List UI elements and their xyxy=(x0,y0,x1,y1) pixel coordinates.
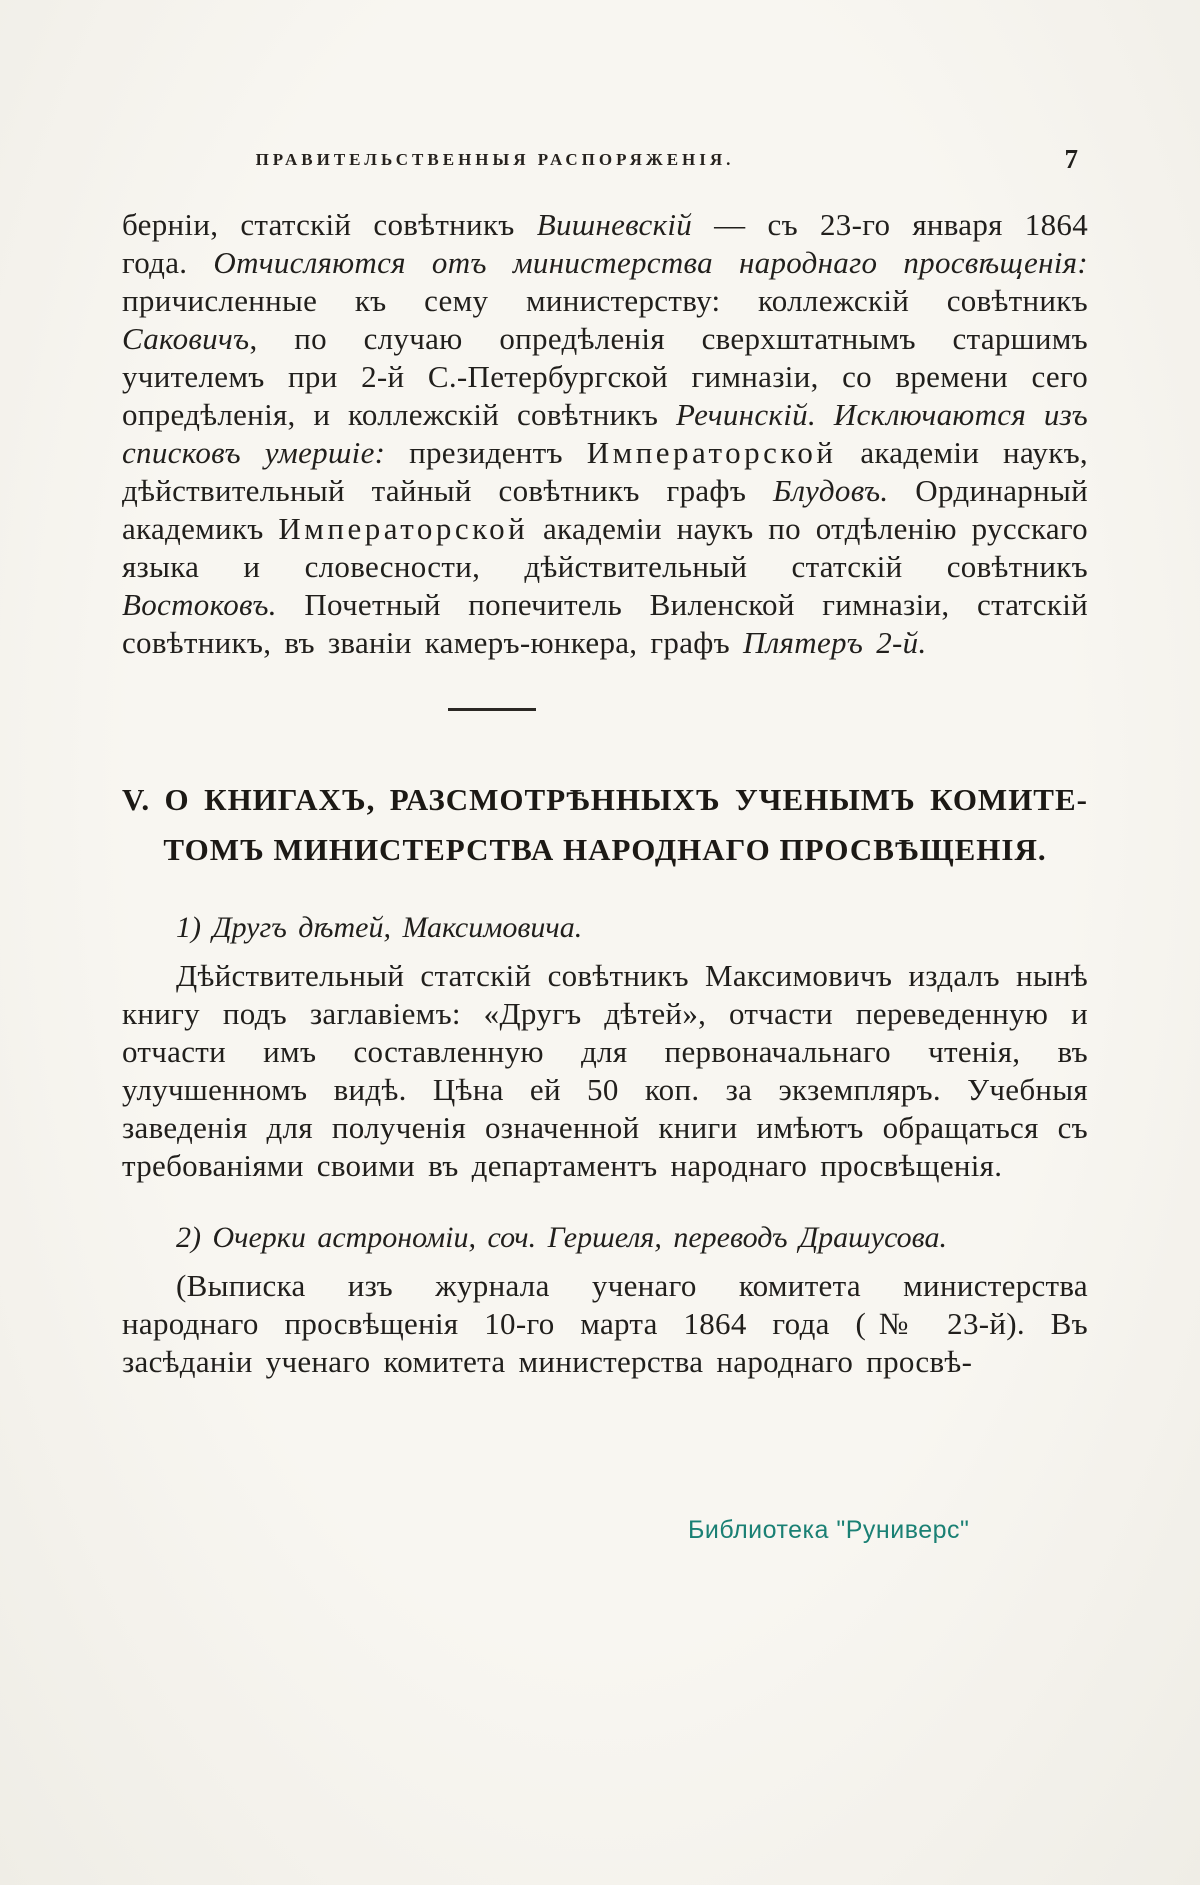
text-run: , по случаю опредѣленія сверхштатнымъ старшимъ учителемъ при 2-й С.-Петербургской гимназіи, со времени сего опредѣленія, и коллежскій совѣтникъ xyxy=(122,321,1088,432)
page-number: 7 xyxy=(1064,144,1078,174)
name-sakovich: Саковичъ xyxy=(122,321,250,356)
text-run: академіи наукъ, дѣйствительный тайный совѣтникъ графъ xyxy=(122,435,1088,508)
name-vishnevsky: Вишневскій xyxy=(536,207,693,242)
word-imperial-1: Императорской xyxy=(586,435,837,470)
section-heading xyxy=(122,775,1088,875)
name-vostokov: Востоковъ. xyxy=(122,587,277,622)
book-item-2-title: 2) Очерки астрономіи, соч. Гершеля, переводъ Драшусова. xyxy=(176,1221,947,1254)
book-item-1-title: 1) Другъ дѣтей, Максимовича. xyxy=(176,911,583,944)
text-run: Ординарный академикъ xyxy=(122,473,1088,546)
name-bludov: Блудовъ. xyxy=(772,473,889,508)
word-imperial-2: Императорской xyxy=(278,511,529,546)
book-item-2-extract: (Выписка изъ журнала ученаго комитета министерства народнаго просвѣщенія 10-го марта 1864 года (№ 23-й). Въ засѣданіи ученаго комитета министерства народнаго просвѣ- xyxy=(122,1268,1088,1379)
text-run: президентъ xyxy=(385,435,587,470)
library-watermark: Библиотека "Руниверс" xyxy=(688,1516,970,1544)
text-run xyxy=(816,397,834,432)
paragraph-appointments xyxy=(122,206,1088,662)
section-heading-line-1: V. О КНИГАХЪ, РАЗСМОТРѢННЫХЪ УЧЕНЫМЪ КОМИТЕ- xyxy=(122,782,1088,817)
text-run: — съ 23-го января 1864 года. xyxy=(122,207,1088,280)
name-plater: Плятеръ 2-й. xyxy=(743,625,927,660)
section-divider xyxy=(448,708,536,711)
text-run: причисленные къ сему министерству: коллежскій совѣтникъ xyxy=(122,283,1088,318)
text-run: академіи наукъ по отдѣленію русскаго языка и словесности, дѣйствительный статскій совѣтникъ xyxy=(122,511,1088,584)
section-heading-line-2: ТОМЪ МИНИСТЕРСТВА НАРОДНАГО ПРОСВѢЩЕНІЯ. xyxy=(163,832,1047,867)
running-title: ПРАВИТЕЛЬСТВЕННЫЯ РАСПОРЯЖЕНІЯ. xyxy=(255,150,735,169)
phrase-excluded-deceased: Исключаются изъ списковъ умершіе: xyxy=(122,397,1088,470)
page-header xyxy=(122,144,1088,180)
phrase-dismissed-from-ministry: Отчисляются отъ министерства народнаго просвѣщенія: xyxy=(213,245,1088,280)
book-item-1-description: Дѣйствительный статскій совѣтникъ Максимовичъ издалъ нынѣ книгу подъ заглавіемъ: «Другъ дѣтей», отчасти переведенную и отчасти имъ составленную для первоначальнаго чтенія, въ улучшенномъ видѣ. Цѣна ей 50 коп. за экземпляръ. Учебныя заведенія для полученія означенной книги имѣютъ обращаться съ требованіями своими въ департаментъ народнаго просвѣщенія. xyxy=(122,958,1088,1183)
text-run: берніи, статскій совѣтникъ xyxy=(122,207,537,242)
name-rechinsky: Речинскій. xyxy=(676,397,816,432)
text-run: Почетный попечитель Виленской гимназіи, статскій совѣтникъ, въ званіи камеръ-юнкера, графъ xyxy=(122,587,1088,660)
